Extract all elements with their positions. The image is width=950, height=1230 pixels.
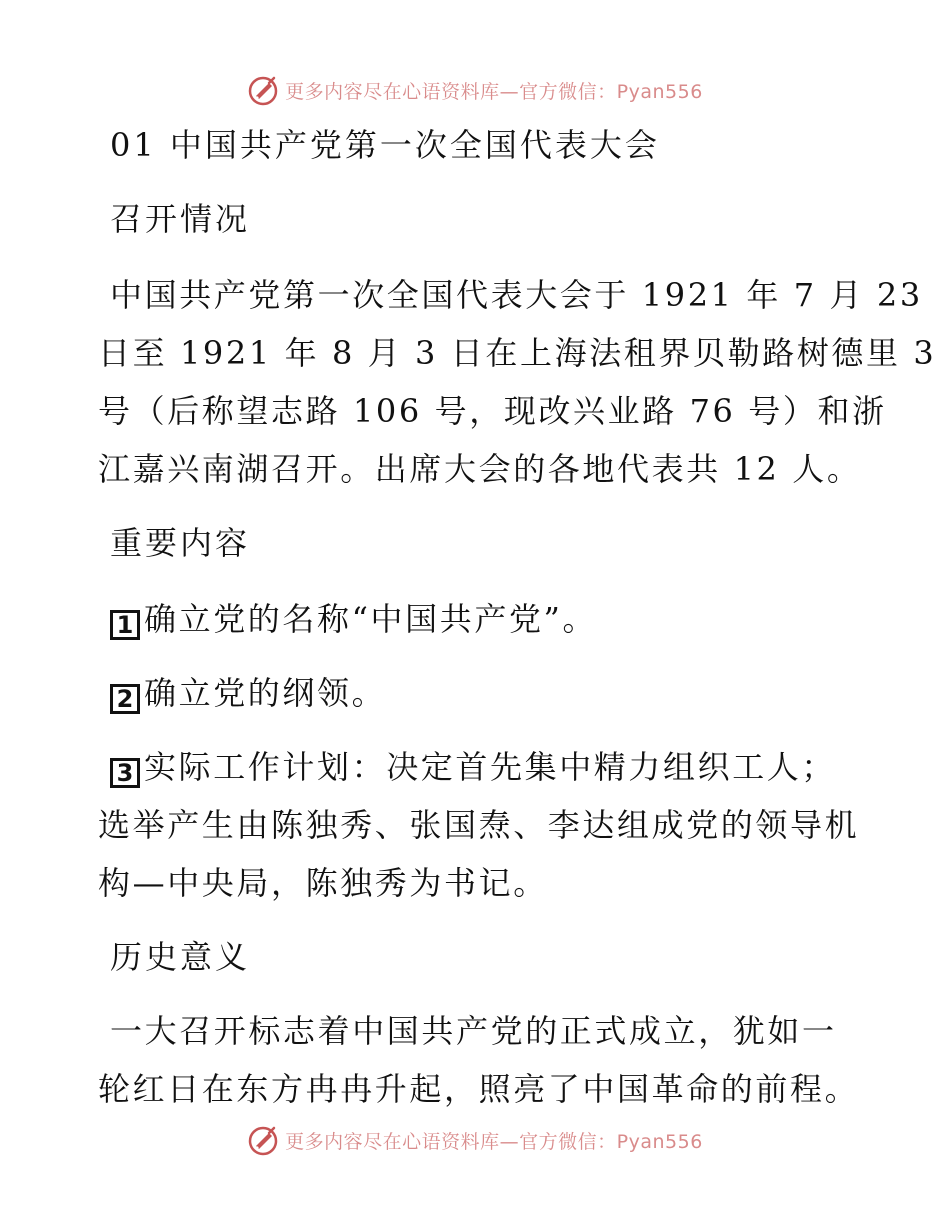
content-item-text: 确立党的纲领。 bbox=[144, 674, 387, 712]
watermark-banner-bottom bbox=[0, 1120, 950, 1160]
pen-logo-icon bbox=[247, 1124, 279, 1156]
paragraph-line: 号（后称望志路 106 号，现改兴业路 76 号）和浙 bbox=[98, 392, 887, 430]
content-item-text: 实际工作计划：决定首先集中精力组织工人； bbox=[144, 748, 837, 786]
section-heading-content: 重要内容 bbox=[110, 524, 251, 562]
number-2-icon: 2 bbox=[110, 684, 140, 714]
paragraph-line: 江嘉兴南湖召开。出席大会的各地代表共 12 人。 bbox=[98, 450, 862, 488]
content-item-text: 选举产生由陈独秀、张国焘、李达组成党的领导机 bbox=[98, 806, 860, 844]
number-3-icon: 3 bbox=[110, 758, 140, 788]
content-item-2 bbox=[98, 664, 858, 722]
section-heading-convening: 召开情况 bbox=[110, 200, 251, 238]
pen-logo-icon bbox=[247, 74, 279, 106]
page-title: 01 中国共产党第一次全国代表大会 bbox=[110, 126, 660, 164]
convening-paragraph bbox=[98, 266, 937, 498]
watermark-banner-top bbox=[0, 70, 950, 110]
section-heading-significance: 历史意义 bbox=[110, 938, 251, 976]
significance-paragraph bbox=[98, 1002, 858, 1118]
watermark-text: 更多内容尽在心语资料库—官方微信：Pyan556 bbox=[285, 80, 703, 103]
content-item-text: 构—中央局，陈独秀为书记。 bbox=[98, 864, 548, 902]
content-item-1 bbox=[98, 590, 858, 648]
paragraph-line: 中国共产党第一次全国代表大会于 1921 年 7 月 23 bbox=[110, 276, 923, 314]
content-item-3 bbox=[98, 738, 858, 912]
paragraph-line: 日至 1921 年 8 月 3 日在上海法租界贝勒路树德里 3 bbox=[98, 334, 937, 372]
paragraph-line: 一大召开标志着中国共产党的正式成立，犹如一 bbox=[110, 1012, 837, 1050]
number-1-icon: 1 bbox=[110, 610, 140, 640]
paragraph-line: 轮红日在东方冉冉升起，照亮了中国革命的前程。 bbox=[98, 1070, 860, 1108]
content-item-text: 确立党的名称“中国共产党”。 bbox=[144, 600, 598, 638]
watermark-text: 更多内容尽在心语资料库—官方微信：Pyan556 bbox=[285, 1130, 703, 1153]
